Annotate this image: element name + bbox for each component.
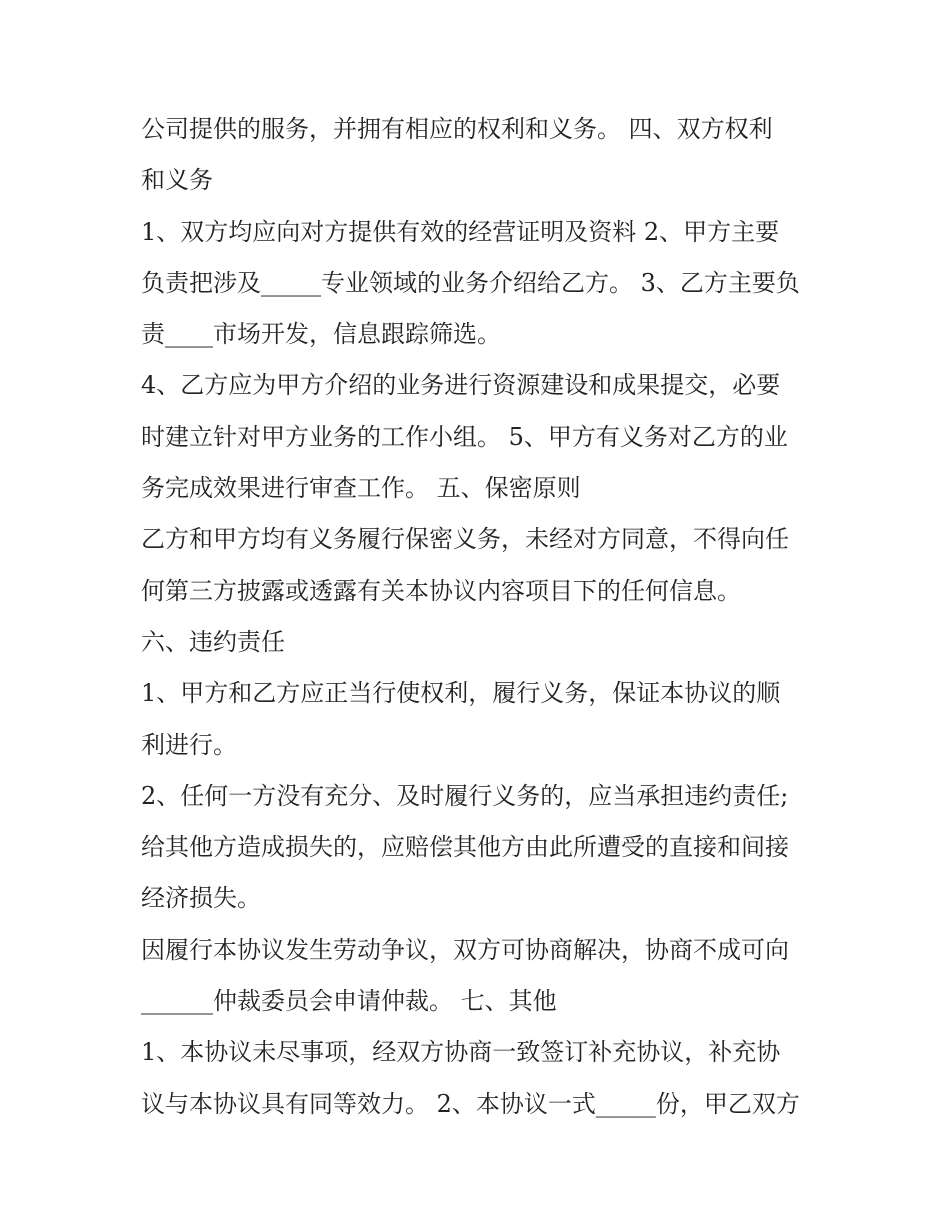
text-line: 议与本协议具有同等效力。 2、本协议一式_____份，甲乙双方 — [141, 1089, 800, 1118]
text-line: 1、甲方和乙方应正当行使权利，履行义务，保证本协议的顺 — [141, 679, 781, 708]
text-line: 因履行本协议发生劳动争议，双方可协商解决，协商不成可向 — [141, 935, 789, 964]
text-line: 负责把涉及_____专业领域的业务介绍给乙方。 3、乙方主要负 — [141, 268, 800, 297]
text-line: 乙方和甲方均有义务履行保密义务，未经对方同意，不得向任 — [141, 525, 789, 554]
text-line: 4、乙方应为甲方介绍的业务进行资源建设和成果提交，必要 — [141, 371, 781, 400]
text-line: 六、违约责任 — [141, 627, 285, 656]
text-line: 责____市场开发，信息跟踪筛选。 — [141, 320, 501, 349]
text-line: 经济损失。 — [141, 884, 261, 913]
text-line: 时建立针对甲方业务的工作小组。 5、甲方有义务对乙方的业 — [141, 422, 788, 451]
contract-text — [141, 104, 821, 1130]
text-line: 何第三方披露或透露有关本协议内容项目下的任何信息。 — [141, 576, 741, 605]
text-line: ______仲裁委员会申请仲裁。 七、其他 — [141, 987, 557, 1016]
text-line: 1、本协议未尽事项，经双方协商一致签订补充协议，补充协 — [141, 1038, 781, 1067]
text-line: 2、任何一方没有充分、及时履行义务的，应当承担违约责任; — [141, 781, 789, 810]
text-line: 务完成效果进行审查工作。 五、保密原则 — [141, 474, 581, 503]
text-line: 给其他方造成损失的，应赔偿其他方由此所遭受的直接和间接 — [141, 833, 789, 862]
text-line: 利进行。 — [141, 730, 237, 759]
text-line: 1、双方均应向对方提供有效的经营证明及资料 2、甲方主要 — [141, 217, 780, 246]
text-line: 和义务 — [141, 166, 213, 195]
text-line: 公司提供的服务，并拥有相应的权利和义务。 四、双方权利 — [141, 115, 773, 143]
